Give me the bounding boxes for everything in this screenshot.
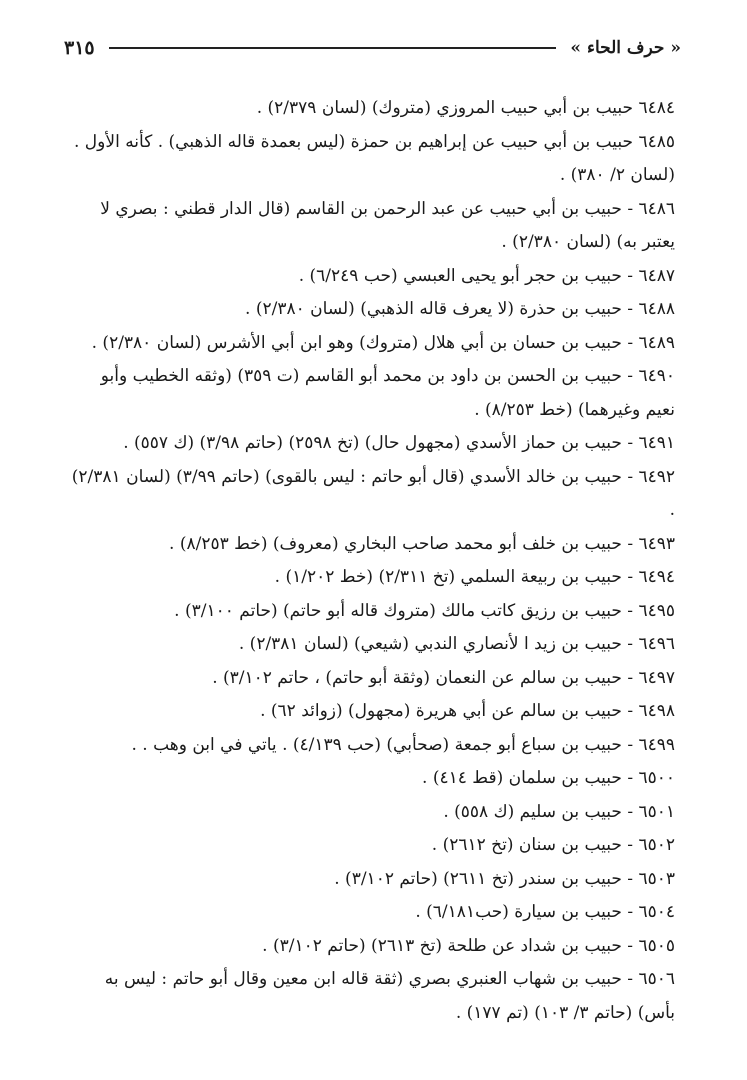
entry-number: ٦٤٩٤ — [638, 567, 675, 587]
entry-text: - حبيب بن سالم عن أبي هريرة (مجهول) (زوائد ٦٢) . — [260, 701, 639, 721]
entry-text: - حبيب بن أبي حبيب عن عبد الرحمن بن القاسم (قال الدار قطني : بصري لا يعتبر به) (لسان ٢/٣٨٠) . — [100, 198, 675, 252]
entry-number: ٦٥٠٥ — [638, 935, 675, 956]
entry-number: ٦٤٨٧ — [638, 265, 675, 286]
entry-number: ٦٤٩٦ — [638, 634, 675, 654]
entry-number: ٦٥٠٤ — [638, 902, 675, 922]
entry — [66, 695, 675, 729]
entry — [66, 896, 675, 930]
entry-text: - حبيب بن حماز الأسدي (مجهول حال) (تخ ٢٥٩٨) (حاتم ٣/٩٨) (ك ٥٥٧) . — [123, 433, 639, 453]
entry — [66, 930, 675, 964]
entry — [66, 193, 675, 260]
entry-text: - حبيب بن حسان بن أبي هلال (متروك) وهو ابن أبي الأشرس (لسان ٢/٣٨٠) . — [91, 332, 639, 353]
entry — [66, 293, 675, 327]
entry-text: - حبيب بن سندر (تخ ٢٦١١) (حاتم ٣/١٠٢) . — [334, 868, 639, 889]
entry-text: - حبيب بن حجر أبو يحيى العبسي (حب ٦/٢٤٩) . — [298, 265, 639, 286]
entry-number: ٦٤٨٤ — [638, 98, 675, 118]
entry — [66, 260, 675, 294]
entry — [66, 92, 675, 126]
entry-text: - حبيب بن سباع أبو جمعة (صحأبي) (حب ٤/١٣٩) . ياتي في ابن وهب . . — [131, 734, 639, 755]
entry-number: ٦٥٠٠ — [638, 768, 675, 788]
entry-text: - حبيب بن شهاب العنبري بصري (ثقة قاله ابن معين وقال أبو حاتم : ليس به بأس) (حاتم ٣/ ١٠٣) (تم ١٧٧) . — [104, 969, 675, 1023]
entry-number: ٦٤٨٩ — [638, 332, 675, 353]
entry-text: - حبيب بن حذرة (لا يعرف قاله الذهبي) (لسان ٢/٣٨٠) . — [245, 299, 639, 319]
entry — [66, 729, 675, 763]
entry-number: ٦٤٩١ — [638, 433, 675, 453]
entry — [66, 963, 675, 1030]
entry — [66, 528, 675, 562]
entry — [66, 863, 675, 897]
entry-number: ٦٤٩٢ — [638, 466, 675, 487]
entry-number: ٦٤٨٦ — [638, 198, 675, 219]
entry-number: ٦٤٩٩ — [638, 734, 675, 755]
entry-text: - حبيب بن زيد ا لأنصاري الندبي (شيعي) (لسان ٢/٣٨١) . — [238, 634, 639, 654]
entry-text: - حبيب بن سيارة (حب٦/١٨١) . — [415, 902, 639, 922]
entry-text: - حبيب بن سنان (تخ ٢٦١٢) . — [431, 835, 639, 855]
entry — [66, 561, 675, 595]
entry — [66, 360, 675, 427]
entry-text: - حبيب بن رزيق كاتب مالك (متروك قاله أبو حاتم) (حاتم ٣/١٠٠) . — [174, 600, 639, 621]
page-number: ٣١٥ — [64, 37, 95, 59]
header-rule — [109, 47, 557, 49]
entry-number: ٦٤٨٥ — [638, 131, 675, 152]
entry — [66, 126, 675, 193]
entry-text: - حبيب بن خلف أبو محمد صاحب البخاري (معروف) (خط ٨/٢٥٣) . — [169, 533, 639, 554]
entry-number: ٦٤٩٥ — [638, 600, 675, 621]
entry-text: - حبيب بن شداد عن طلحة (تخ ٢٦١٣) (حاتم ٣/١٠٢) . — [262, 935, 639, 956]
entry-number: ٦٥٠١ — [638, 801, 675, 822]
entry-number: ٦٤٩٧ — [638, 667, 675, 688]
entries-list — [66, 92, 675, 1030]
entry-text: - حبيب بن ربيعة السلمي (تخ ٢/٣١١) (خط ١/٢٠٢) . — [274, 567, 639, 587]
entry — [66, 461, 675, 528]
entry-text: - حبيب بن الحسن بن داود بن محمد أبو القاسم (ت ٣٥٩) (وثقه الخطيب وأبو نعيم وغيرهما) (خط ٨/٢٥٣) . — [100, 366, 675, 420]
entry — [66, 829, 675, 863]
entry — [66, 327, 675, 361]
entry-number: ٦٥٠٦ — [638, 969, 675, 989]
entry-number: ٦٤٨٨ — [638, 299, 675, 319]
entry-number: ٦٥٠٢ — [638, 835, 675, 855]
page-header — [64, 28, 681, 68]
entry-text: - حبيب بن سالم عن النعمان (وثقة أبو حاتم) ، حاتم ٣/١٠٢) . — [212, 667, 639, 688]
entry — [66, 662, 675, 696]
entry — [66, 628, 675, 662]
entry — [66, 595, 675, 629]
entry-text: - حبيب بن خالد الأسدي (قال أبو حاتم : ليس بالقوى) (حاتم ٣/٩٩) (لسان ٢/٣٨١) . — [71, 466, 675, 520]
entry — [66, 762, 675, 796]
entry-text: حبيب بن أبي حبيب المروزي (متروك) (لسان ٢/٣٧٩) . — [256, 98, 639, 118]
entry-number: ٦٤٩٠ — [638, 366, 675, 386]
entry-number: ٦٥٠٣ — [638, 868, 675, 889]
chapter-title: « حرف الحاء » — [570, 38, 681, 58]
entry — [66, 427, 675, 461]
entry-text: - حبيب بن سلمان (قط ٤١٤) . — [422, 768, 639, 788]
entry — [66, 796, 675, 830]
entry-text: - حبيب بن سليم (ك ٥٥٨) . — [443, 801, 639, 822]
entry-number: ٦٤٩٣ — [638, 533, 675, 554]
entry-number: ٦٤٩٨ — [638, 701, 675, 721]
entry-text: حبيب بن أبي حبيب عن إبراهيم بن حمزة (ليس بعمدة قاله الذهبي) . كأنه الأول . (لسان ٢/ ٣٨٠) . — [74, 131, 675, 185]
